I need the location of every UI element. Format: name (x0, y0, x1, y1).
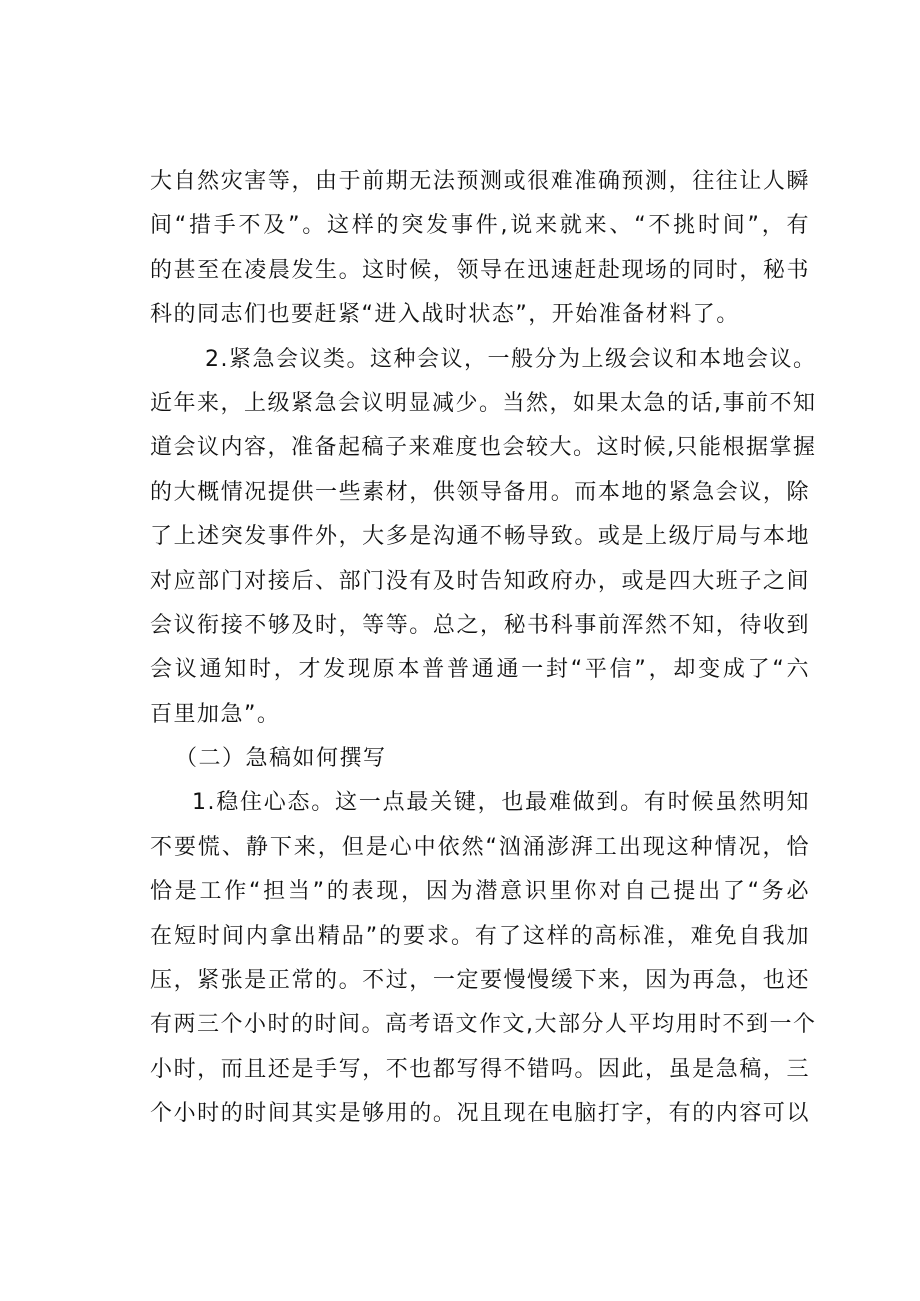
paragraph-stay-calm (150, 781, 817, 1136)
text-line: 大自然灾害等，由于前期无法预测或很难准确预测，往往让人瞬 (150, 169, 810, 194)
text-line: 有两三个小时的时间。高考语文作文,大部分人平均用时不到一个 (150, 1012, 817, 1038)
text-line: 的甚至在凌晨发生。这时候，领导在迅速赶赴现场的同时，秘书 (150, 257, 810, 283)
text-line: 的大概情况提供一些素材，供领导备用。而本地的紧急会议，除 (150, 479, 810, 505)
text-line: 百里加急”。 (150, 701, 281, 727)
document-body (150, 160, 817, 1137)
section-heading-text: （二）急稿如何撰写 (175, 746, 387, 772)
text-line: 在短时间内拿出精品”的要求。有了这样的高标准，难免自我加 (150, 923, 810, 949)
text-line: 对应部门对接后、部门没有及时告知政府办，或是四大班子之间 (150, 568, 810, 594)
text-line: 了上述突发事件外，大多是沟通不畅导致。或是上级厅局与本地 (150, 524, 810, 550)
paragraph-urgent-meetings (150, 338, 817, 738)
text-line: 近年来，上级紧急会议明显减少。当然，如果太急的话,事前不知 (150, 390, 817, 416)
text-line: 2.紧急会议类。这种会议，一般分为上级会议和本地会议。 (205, 346, 817, 372)
text-line: 会议通知时，才发现原本普普通通一封“平信”，却变成了“六 (150, 657, 810, 683)
text-line: 压，紧张是正常的。不过，一定要慢慢缓下来，因为再急，也还 (150, 968, 810, 994)
text-line: 道会议内容，准备起稿子来难度也会较大。这时候,只能根据掌握 (150, 435, 817, 461)
text-line: 恰是工作“担当”的表现，因为潜意识里你对自己提出了“务必 (150, 879, 810, 905)
text-line: 不要慌、静下来，但是心中依然“汹涌澎湃工出现这种情况，恰 (150, 834, 810, 860)
section-heading (150, 737, 810, 781)
text-line: 小时，而且还是手写，不也都写得不错吗。因此，虽是急稿，三 (150, 1056, 810, 1082)
text-line: 1.稳住心态。这一点最关键，也最难做到。有时候虽然明知 (192, 790, 810, 816)
paragraph-emergency-events (150, 160, 810, 338)
text-line: 个小时的时间其实是够用的。况且现在电脑打字，有的内容可以 (150, 1101, 810, 1127)
text-line: 会议衔接不够及时，等等。总之，秘书科事前浑然不知，待收到 (150, 612, 810, 638)
text-line: 科的同志们也要赶紧“进入战时状态”，开始准备材料了。 (150, 302, 740, 328)
text-line: 间“措手不及”。这样的突发事件,说来就来、“不挑时间”，有 (150, 213, 810, 239)
